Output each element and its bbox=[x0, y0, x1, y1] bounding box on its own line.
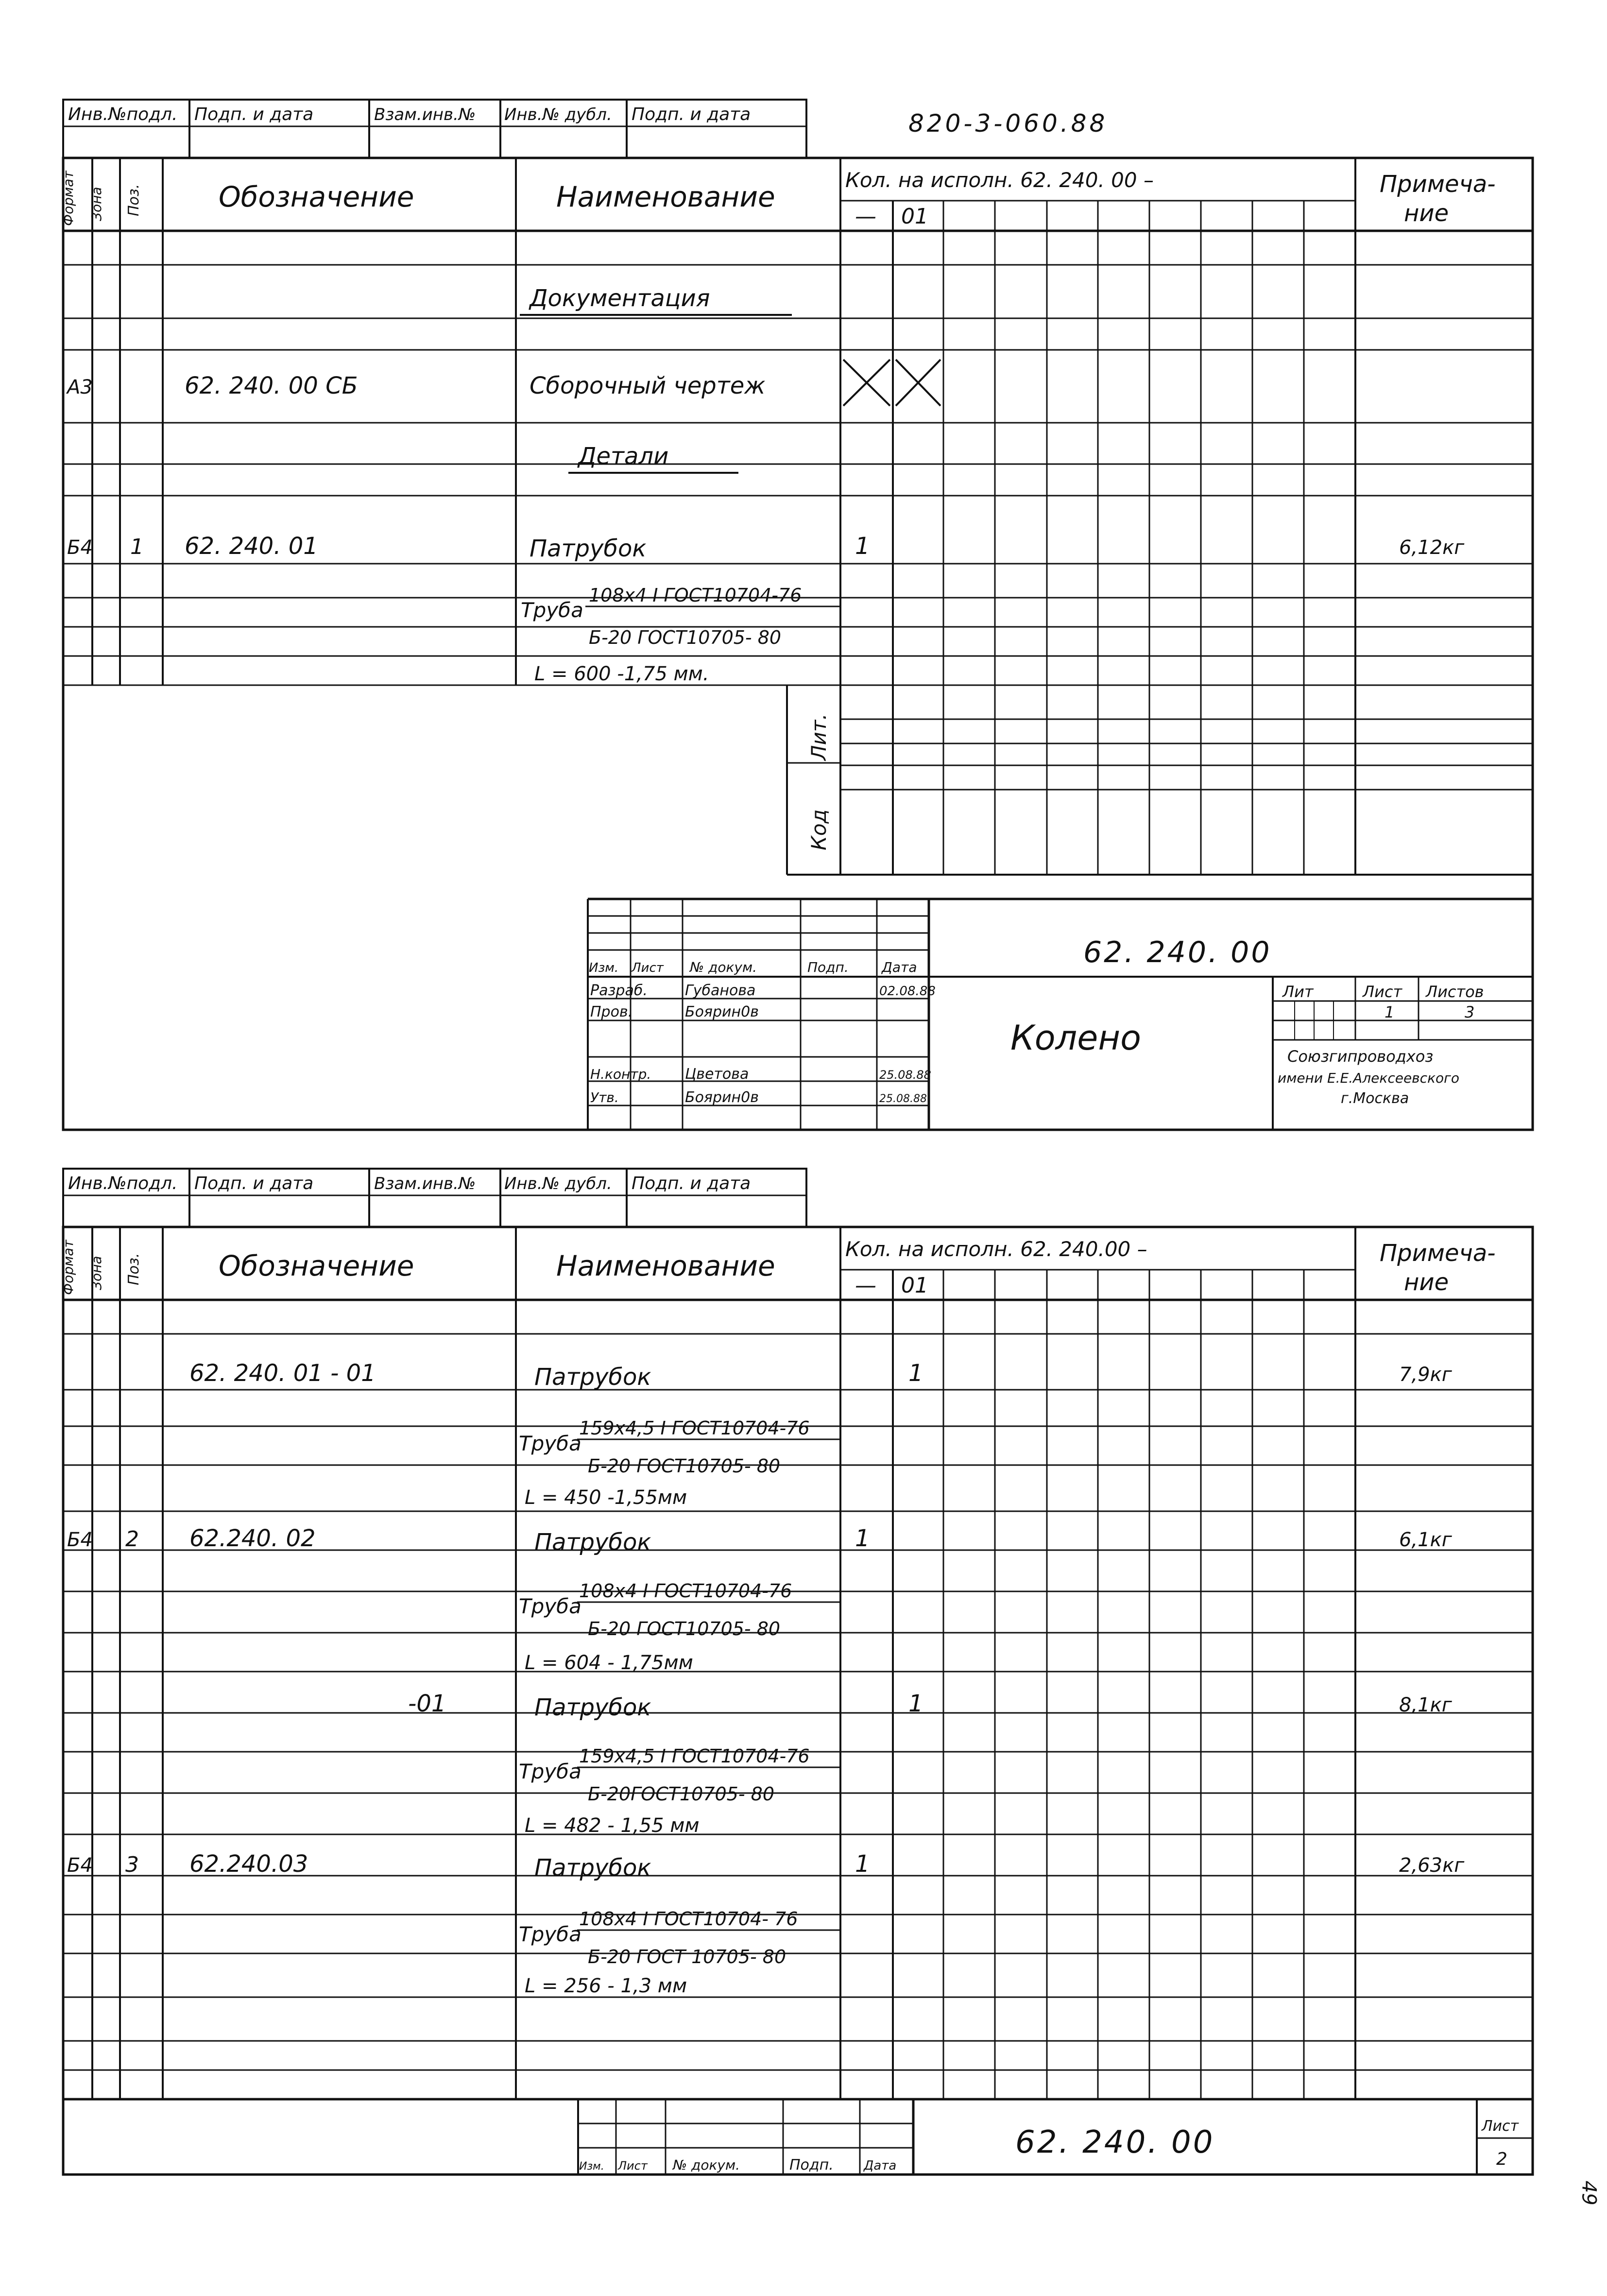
stamp-inv-podl: Инв.№подл. bbox=[68, 1174, 178, 1193]
tb-ndokum: № докум. bbox=[690, 959, 757, 975]
header-zona: Зона bbox=[88, 187, 104, 221]
tb-list-val: 1 bbox=[1385, 1003, 1395, 1021]
pipe-num: 108х4 I ГОСТ10704-76 bbox=[579, 1580, 792, 1602]
pipe-prefix: Труба bbox=[519, 1432, 581, 1455]
naim-patrubok: Патрубок bbox=[530, 535, 647, 562]
tb-utv-date: 25.08.88 bbox=[879, 1093, 927, 1105]
stamp-podp-data2: Подп. и дата bbox=[632, 104, 751, 124]
tb-prov-name: Боярин0в bbox=[685, 1003, 759, 1020]
prim-mass: 7,9кг bbox=[1399, 1364, 1452, 1386]
header-kol: Кол. на исполн. 62. 240.00 – bbox=[845, 1237, 1147, 1261]
tb-list-hdr: Лист bbox=[1482, 2118, 1519, 2135]
header-kol: Кол. на исполн. 62. 240. 00 – bbox=[845, 168, 1154, 192]
tb-nkontr-date: 25.08.88 bbox=[879, 1068, 931, 1082]
kol-1: 1 bbox=[855, 1525, 870, 1552]
prim-mass: 6,12кг bbox=[1399, 536, 1465, 559]
tb-razrab-date: 02.08.88 bbox=[879, 984, 936, 999]
pipe-num: 159х4,5 I ГОСТ10704-76 bbox=[579, 1417, 810, 1439]
naim-patrubok: Патрубок bbox=[534, 1694, 651, 1721]
tb-utv-role: Утв. bbox=[590, 1089, 619, 1105]
header-exec-01: 01 bbox=[901, 1273, 928, 1298]
pipe-length: L = 256 - 1,3 мм bbox=[525, 1975, 687, 1997]
obozn: 62.240. 02 bbox=[189, 1525, 316, 1552]
kol-01: 1 bbox=[908, 1690, 923, 1717]
tb-data: Дата bbox=[864, 2158, 897, 2173]
pipe-prefix: Труба bbox=[519, 1922, 581, 1946]
pipe-prefix: Труба bbox=[519, 1594, 581, 1618]
tb-org-2: имени Е.Е.Алексеевского bbox=[1278, 1070, 1459, 1086]
kol-1: 1 bbox=[855, 533, 870, 560]
pipe-den: Б-20 ГОСТ 10705- 80 bbox=[588, 1946, 786, 1968]
lit-label: Лит. bbox=[807, 713, 831, 760]
naim-sborochnyi: Сборочный чертеж bbox=[530, 372, 766, 399]
tb-listov-hdr: Листов bbox=[1426, 983, 1484, 1001]
pipe-prefix: Труба bbox=[519, 1760, 581, 1783]
obozn: 62. 240. 01 - 01 bbox=[189, 1360, 376, 1387]
stamp-podp-data: Подп. и дата bbox=[194, 104, 314, 124]
tb-list-hdr: Лист bbox=[1363, 983, 1402, 1001]
tb-code: 62. 240. 00 bbox=[1015, 2124, 1215, 2160]
pipe-den: Б-20ГОСТ10705- 80 bbox=[588, 1783, 774, 1805]
header-format: Формат bbox=[60, 171, 76, 226]
header-format: Формат bbox=[60, 1240, 76, 1295]
pipe-den: Б-20 ГОСТ10705- 80 bbox=[589, 627, 782, 648]
tb-utv-name: Боярин0в bbox=[685, 1089, 759, 1106]
obozn: 62.240.03 bbox=[189, 1850, 308, 1878]
pipe-den: Б-20 ГОСТ10705- 80 bbox=[588, 1455, 781, 1477]
tb-code: 62. 240. 00 bbox=[1083, 935, 1272, 969]
tb-podp: Подп. bbox=[789, 2157, 834, 2174]
header-zona: Зона bbox=[88, 1256, 104, 1290]
poz-1: 1 bbox=[130, 535, 144, 559]
stamp-inv-podl: Инв.№подл. bbox=[68, 104, 178, 124]
stamp-podp-data: Подп. и дата bbox=[194, 1174, 314, 1193]
obozn-suffix: -01 bbox=[408, 1690, 446, 1717]
fmt-a3: А3 bbox=[67, 376, 93, 398]
naim-patrubok: Патрубок bbox=[534, 1529, 651, 1556]
fmt-b4: Б4 bbox=[67, 1529, 93, 1551]
tb-razrab-role: Разраб. bbox=[590, 982, 648, 999]
kol-01: 1 bbox=[908, 1360, 923, 1387]
tb-name: Колено bbox=[1010, 1018, 1141, 1058]
tb-razrab-name: Губанова bbox=[685, 982, 756, 999]
tb-prov-role: Пров. bbox=[590, 1003, 633, 1020]
header-exec-01: 01 bbox=[901, 204, 928, 229]
prim-mass: 8,1кг bbox=[1399, 1694, 1452, 1716]
pipe-length: L = 482 - 1,55 мм bbox=[525, 1814, 700, 1837]
tb-ndokum: № докум. bbox=[673, 2157, 740, 2173]
stamp-podp-data2: Подп. и дата bbox=[632, 1174, 751, 1193]
header-primechanie-2: ние bbox=[1404, 1269, 1449, 1296]
page-number: 49 bbox=[1577, 2180, 1600, 2206]
tb-list: Лист bbox=[632, 961, 664, 975]
pipe-num: 108х4 I ГОСТ10704- 76 bbox=[579, 1908, 798, 1930]
stamp-vzam-inv: Взам.инв.№ bbox=[374, 105, 476, 124]
pipe-den: Б-20 ГОСТ10705- 80 bbox=[588, 1618, 781, 1640]
stamp-inv-dubl: Инв.№ дубл. bbox=[504, 105, 612, 124]
pipe-length: L = 600 -1,75 мм. bbox=[534, 663, 709, 685]
pipe-length: L = 450 -1,55мм bbox=[525, 1486, 687, 1509]
tb-lit-hdr: Лит bbox=[1282, 983, 1314, 1001]
document-number: 820-3-060.88 bbox=[908, 109, 1108, 138]
pipe-num: 159х4,5 I ГОСТ10704-76 bbox=[579, 1745, 810, 1767]
stamp-vzam-inv: Взам.инв.№ bbox=[374, 1174, 476, 1193]
naim-dokumentaciya: Документация bbox=[530, 285, 710, 312]
prim-mass: 2,63кг bbox=[1399, 1854, 1465, 1877]
tb-nkontr-name: Цветова bbox=[685, 1066, 749, 1083]
header-exec-dash: — bbox=[855, 1273, 876, 1298]
header-poz: Поз. bbox=[125, 184, 142, 216]
header-poz: Поз. bbox=[125, 1253, 142, 1285]
naim-detali: Детали bbox=[578, 443, 669, 470]
kod-label: Код bbox=[807, 809, 831, 850]
tb-izm: Изм. bbox=[589, 961, 619, 975]
naim-patrubok: Патрубок bbox=[534, 1854, 651, 1882]
tb-list: Лист bbox=[618, 2159, 648, 2173]
naim-patrubok: Патрубок bbox=[534, 1364, 651, 1391]
tb-org-1: Союзгипроводхоз bbox=[1287, 1047, 1434, 1066]
fmt-b4: Б4 bbox=[67, 1854, 93, 1877]
obozn-sb: 62. 240. 00 СБ bbox=[185, 372, 358, 399]
spec-sheet-2 bbox=[0, 1157, 1607, 2177]
tb-nkontr-role: Н.контр. bbox=[590, 1066, 651, 1082]
header-naimenovanie: Наименование bbox=[556, 180, 775, 213]
header-primechanie: Примеча- bbox=[1380, 171, 1496, 198]
header-oboznachenie: Обозначение bbox=[219, 1249, 414, 1282]
poz-number: 3 bbox=[125, 1852, 139, 1877]
spec-sheet-1 bbox=[0, 0, 1607, 1132]
tb-list-val: 2 bbox=[1496, 2149, 1507, 2169]
header-oboznachenie: Обозначение bbox=[219, 180, 414, 213]
obozn-01: 62. 240. 01 bbox=[185, 533, 318, 560]
header-primechanie: Примеча- bbox=[1380, 1240, 1496, 1267]
tb-izm: Изм. bbox=[579, 2160, 604, 2173]
header-exec-dash: — bbox=[855, 204, 876, 229]
tb-org-3: г.Москва bbox=[1341, 1090, 1409, 1107]
pipe-length: L = 604 - 1,75мм bbox=[525, 1652, 693, 1674]
tb-listov-val: 3 bbox=[1465, 1003, 1475, 1021]
pipe-prefix: Труба bbox=[521, 598, 583, 622]
pipe-num: 108х4 I ГОСТ10704-76 bbox=[589, 585, 802, 606]
prim-mass: 6,1кг bbox=[1399, 1529, 1452, 1551]
tb-data: Дата bbox=[882, 959, 917, 975]
fmt-b4: Б4 bbox=[67, 536, 93, 559]
header-primechanie-2: ние bbox=[1404, 200, 1449, 227]
header-naimenovanie: Наименование bbox=[556, 1249, 775, 1282]
kol-1: 1 bbox=[855, 1850, 870, 1878]
poz-number: 2 bbox=[125, 1527, 139, 1552]
stamp-inv-dubl: Инв.№ дубл. bbox=[504, 1174, 612, 1193]
tb-podp: Подп. bbox=[807, 959, 849, 975]
